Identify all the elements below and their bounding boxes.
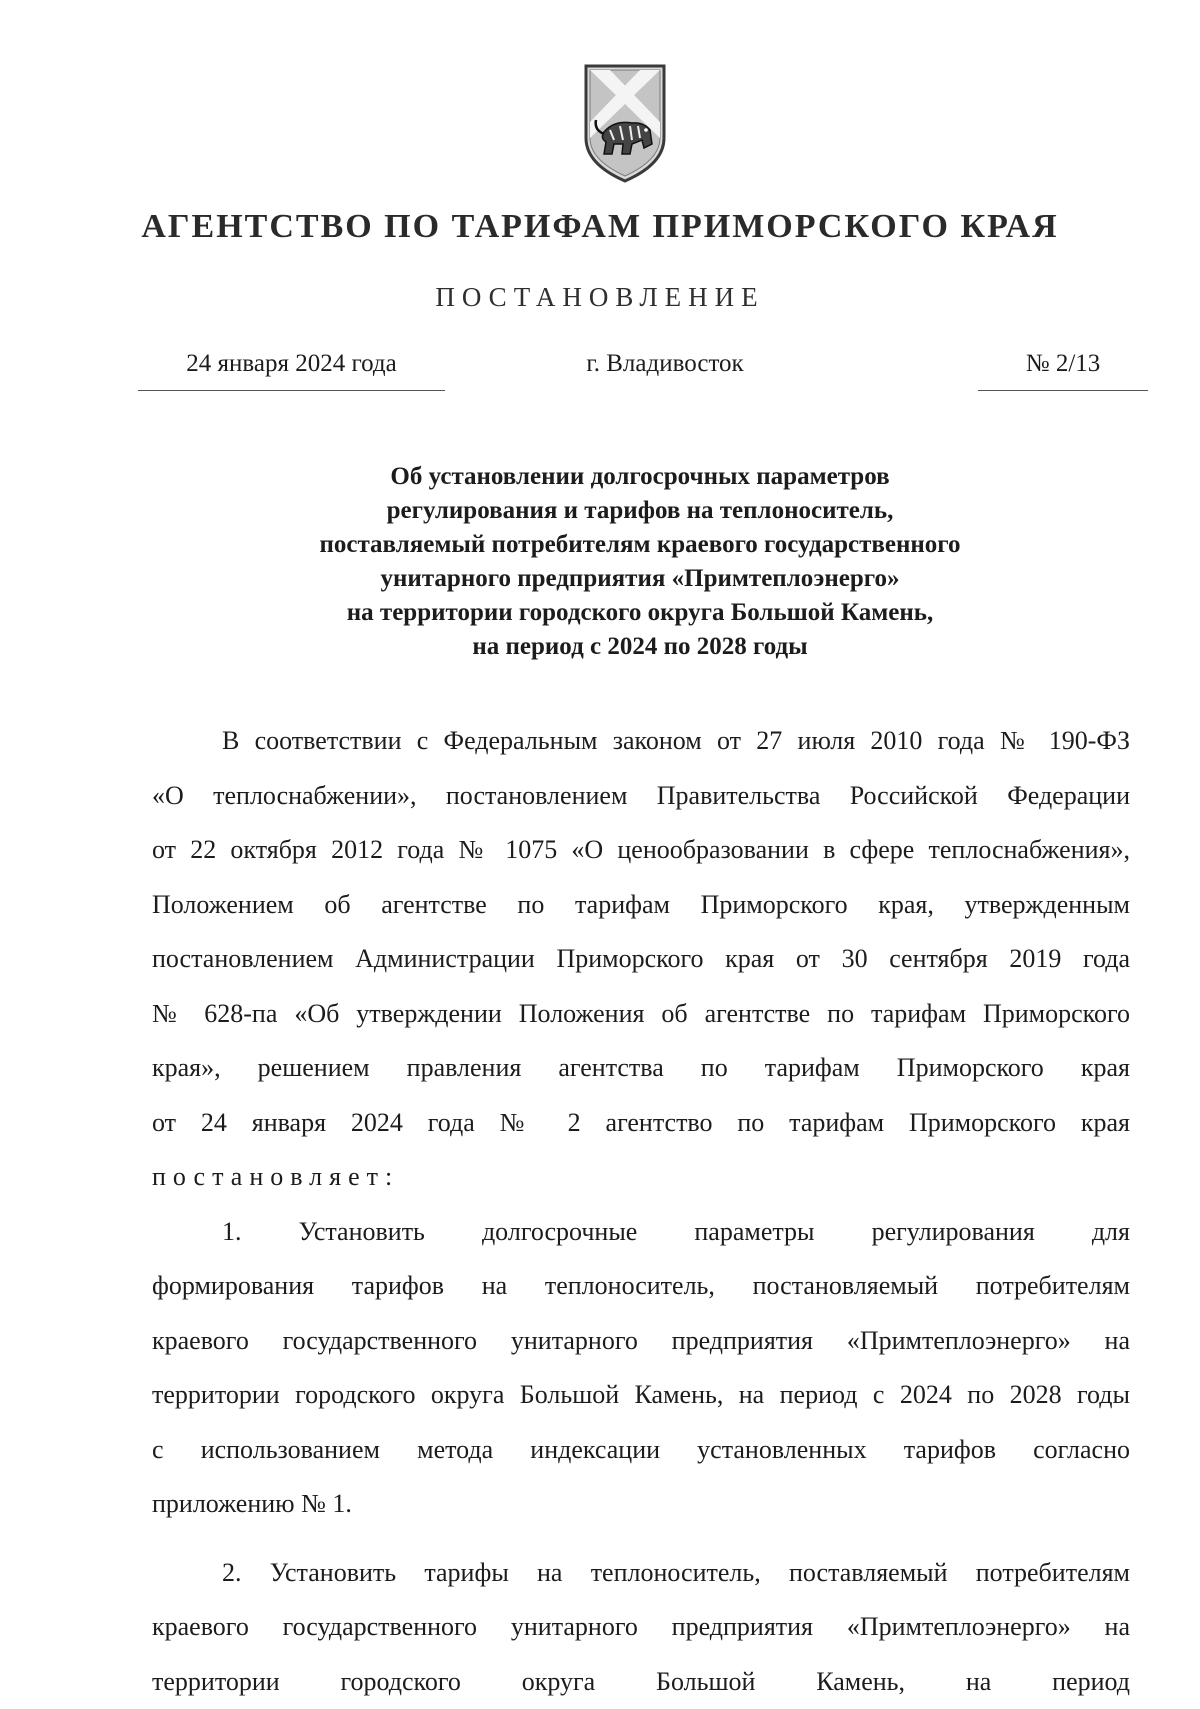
document-type-heading: ПОСТАНОВЛЕНИЕ: [0, 282, 1200, 313]
preamble-paragraph: [152, 714, 1130, 1205]
text-line: краевого государственного унитарного предприятия «Примтеплоэнерго» на: [152, 1600, 1130, 1655]
document-city: г. Владивосток: [540, 350, 790, 378]
text-line: с использованием метода индексации установленных тарифов согласно: [152, 1423, 1130, 1478]
paragraph-gap: [152, 1532, 1130, 1546]
text-line: постановлением Администрации Приморского края от 30 сентября 2019 года: [152, 932, 1130, 987]
clause-2: [152, 1546, 1130, 1709]
text-line: № 628-па «Об утверждении Положения об агентстве по тарифам Приморского: [152, 987, 1130, 1042]
text-line: края», решением правления агентства по тарифам Приморского края: [152, 1041, 1130, 1096]
title-line: поставляемый потребителям краевого государственного: [150, 528, 1130, 562]
agency-name: АГЕНТСТВО ПО ТАРИФАМ ПРИМОРСКОГО КРАЯ: [0, 208, 1200, 246]
document-title: [150, 460, 1130, 664]
document-date: 24 января 2024 года: [138, 350, 445, 391]
text-line: формирования тарифов на теплоноситель, постановляемый потребителям: [152, 1259, 1130, 1314]
text-line: «О теплоснабжении», постановлением Правительства Российской Федерации: [152, 769, 1130, 824]
text-line: территории городского округа Большой Камень, на период с 2024 по 2028 годы: [152, 1368, 1130, 1423]
document-number: № 2/13: [978, 350, 1148, 391]
resolution-word: постановляет:: [152, 1150, 1130, 1205]
text-line: приложению № 1.: [152, 1477, 1130, 1532]
text-line: от 22 октября 2012 года № 1075 «О ценообразовании в сфере теплоснабжения»,: [152, 823, 1130, 878]
title-line: Об установлении долгосрочных параметров: [150, 460, 1130, 494]
title-line: на период с 2024 по 2028 годы: [150, 630, 1130, 664]
title-line: регулирования и тарифов на теплоноситель,: [150, 494, 1130, 528]
clause-1: [152, 1205, 1130, 1532]
text-line: от 24 января 2024 года № 2 агентство по тарифам Приморского края: [152, 1096, 1130, 1151]
text-line: Положением об агентстве по тарифам Приморского края, утвержденным: [152, 878, 1130, 933]
text-line: 2. Установить тарифы на теплоноситель, поставляемый потребителям: [152, 1546, 1130, 1601]
text-line: 1. Установить долгосрочные параметры регулирования для: [152, 1205, 1130, 1260]
title-line: на территории городского округа Большой Камень,: [150, 596, 1130, 630]
text-line: В соответствии с Федеральным законом от 27 июля 2010 года № 190-ФЗ: [152, 714, 1130, 769]
text-line: краевого государственного унитарного предприятия «Примтеплоэнерго» на: [152, 1314, 1130, 1369]
document-body: [152, 714, 1130, 1709]
title-line: унитарного предприятия «Примтеплоэнерго»: [150, 562, 1130, 596]
text-line: территории городского округа Большой Камень, на период: [152, 1655, 1130, 1709]
coat-of-arms-icon: [580, 60, 670, 185]
